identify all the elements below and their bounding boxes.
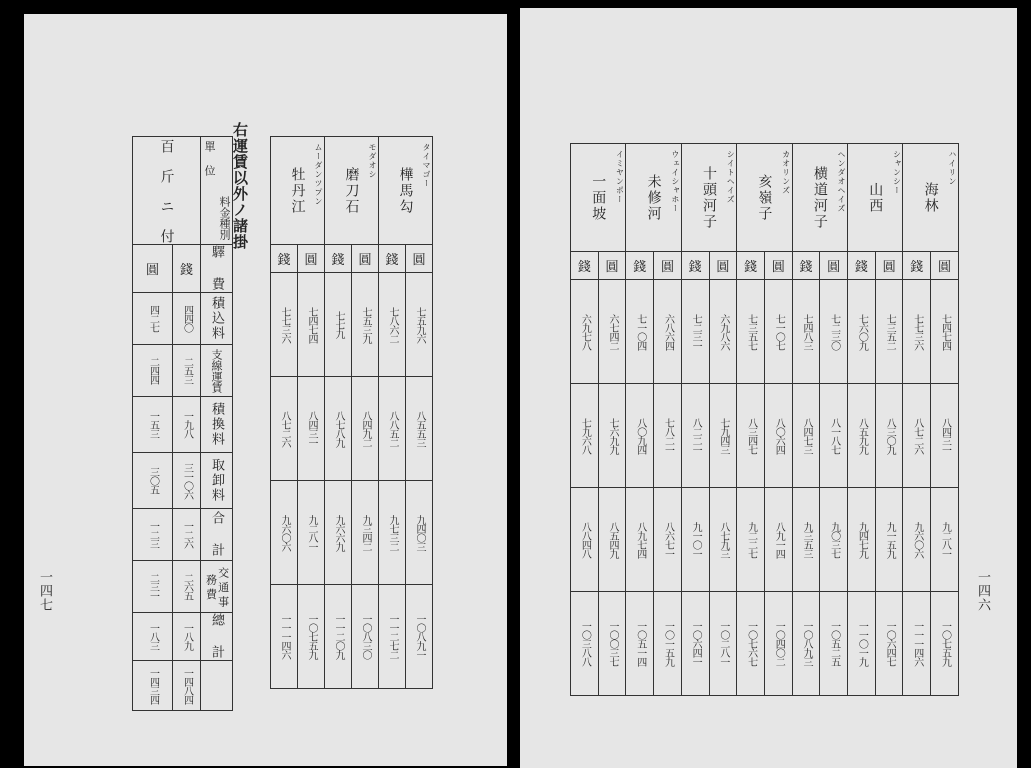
rate-cell — [792, 592, 820, 696]
station-name: 十頭河子 — [701, 165, 718, 230]
unit-header: 錢 — [385, 253, 399, 268]
rate-value: 七一〇四 — [634, 313, 646, 350]
rate-cell — [298, 377, 325, 481]
rate-value: 七五三九 — [360, 306, 371, 343]
rate-cell — [848, 592, 876, 696]
unit-header: 圓 — [882, 260, 896, 275]
fee-value: 一九八 — [181, 411, 193, 438]
rate-cell — [792, 384, 820, 488]
page-number: 一四七 — [37, 570, 52, 612]
rate-value: 七一〇七 — [773, 313, 785, 350]
fee-sen-2 — [173, 397, 201, 453]
rate-cell — [820, 592, 848, 696]
fee-blank — [201, 661, 233, 711]
rate-value: 一〇三八八 — [579, 621, 591, 666]
rate-cell — [903, 384, 931, 488]
rate-cell — [792, 280, 820, 384]
right-page — [520, 8, 1017, 768]
fee-value: 一二三 — [147, 521, 159, 548]
rate-value: 七七三六 — [279, 306, 290, 343]
left-page — [24, 14, 507, 766]
fee-value: 一五三 — [147, 411, 159, 438]
rate-value: 一一二七二 — [387, 614, 398, 659]
rate-cell — [598, 280, 626, 384]
fee-value: 二六五 — [181, 573, 193, 600]
rate-value: 八二二一 — [690, 417, 702, 454]
station-name: 一面坡 — [590, 173, 607, 222]
fee-label-0-cell — [201, 245, 233, 293]
rate-value: 八五四九 — [607, 521, 619, 558]
station-name-cell — [737, 144, 792, 252]
fee-yen-0 — [133, 293, 173, 345]
rate-cell — [931, 488, 959, 592]
rate-cell — [737, 592, 765, 696]
rate-cell — [820, 488, 848, 592]
rate-cell — [903, 488, 931, 592]
unit-header: 錢 — [910, 260, 924, 275]
rate-value: 七六〇九 — [856, 313, 868, 350]
rate-cell — [875, 592, 903, 696]
station-name: 樺馬勾 — [397, 166, 414, 215]
station-ruby: イミヤンポー — [615, 150, 625, 204]
rate-value: 一〇七五九 — [306, 614, 317, 659]
col-header-sen — [173, 245, 201, 293]
rate-value: 一〇八三〇 — [360, 614, 371, 659]
rate-value: 六七四二 — [607, 313, 619, 350]
unit-header: 錢 — [688, 260, 702, 275]
rate-value: 七六九九 — [607, 417, 619, 454]
rate-cell — [271, 377, 298, 481]
rate-cell — [681, 592, 709, 696]
fee-label: 合 計 — [209, 511, 224, 558]
page-number: 一四六 — [975, 570, 990, 612]
fee-value: 二三一 — [147, 573, 159, 600]
rate-value: 一〇八九一 — [414, 614, 425, 659]
rate-value: 七九六八 — [579, 417, 591, 454]
station-ruby: ハイリン — [947, 150, 957, 186]
rate-value: 一〇一五九 — [662, 621, 674, 666]
fee-value: 四二七 — [147, 305, 159, 332]
fee-sen-1 — [173, 345, 201, 397]
rate-cell — [875, 488, 903, 592]
rate-value: 七九四三 — [717, 417, 729, 454]
rate-cell — [903, 280, 931, 384]
rate-value: 一〇七五九 — [939, 621, 951, 666]
rate-cell — [626, 592, 654, 696]
unit-header-cell — [681, 252, 709, 280]
fee-value: 一二六 — [181, 521, 193, 548]
rate-cell — [352, 585, 379, 689]
rate-value: 九三五三 — [800, 521, 812, 558]
rate-value: 六八六四 — [662, 313, 674, 350]
fee-label-3-cell — [201, 397, 233, 453]
rate-value: 七七三六 — [911, 313, 923, 350]
rate-cell — [598, 384, 626, 488]
rate-value: 八九一四 — [773, 521, 785, 558]
rate-value: 七八二一 — [662, 417, 674, 454]
rate-value: 一〇四〇二 — [773, 621, 785, 666]
station-name: 磨刀石 — [343, 166, 360, 215]
rate-cell — [325, 481, 352, 585]
rate-cell — [709, 592, 737, 696]
unit-label-cell — [133, 137, 201, 245]
fee-yen-2 — [133, 397, 173, 453]
rate-cell — [406, 481, 433, 585]
rate-cell — [681, 280, 709, 384]
rate-cell — [271, 273, 298, 377]
fee-value: 二四四 — [147, 357, 159, 384]
rate-value: 一一二〇九 — [333, 614, 344, 659]
rate-cell — [737, 488, 765, 592]
rate-cell — [764, 488, 792, 592]
rate-value: 八四七三 — [800, 417, 812, 454]
station-table-left — [270, 136, 433, 689]
rate-value: 八七二六 — [279, 410, 290, 447]
fee-label: 支線運賃 — [210, 348, 223, 393]
fee-value: 三一〇六 — [181, 462, 193, 499]
unit-header-cell — [406, 245, 433, 273]
rate-cell — [681, 488, 709, 592]
unit-header-cell — [792, 252, 820, 280]
rate-cell — [379, 273, 406, 377]
station-ruby: シイトヘイズ — [726, 150, 736, 204]
rate-value: 六九七八 — [579, 313, 591, 350]
rate-value: 一一〇一九 — [856, 621, 868, 666]
station-name-cell — [848, 144, 903, 252]
rate-value: 九四七九 — [856, 521, 868, 558]
rate-value: 七四七四 — [939, 313, 951, 350]
rate-value: 八〇六四 — [773, 417, 785, 454]
unit-header: 錢 — [577, 260, 591, 275]
station-name: 未修河 — [645, 173, 662, 222]
unit-header-cell — [848, 252, 876, 280]
fee-sen-5 — [173, 561, 201, 613]
fee-sen-7 — [173, 661, 201, 711]
station-ruby: ムーダンツプン — [314, 143, 323, 206]
rate-cell — [820, 384, 848, 488]
rate-value: 八七八九 — [333, 410, 344, 447]
unit-header-cell — [626, 252, 654, 280]
rate-cell — [571, 280, 599, 384]
fee-yen-7 — [133, 661, 173, 711]
rate-cell — [271, 585, 298, 689]
unit-header: 圓 — [358, 253, 372, 268]
rate-cell — [931, 592, 959, 696]
unit-header-cell — [875, 252, 903, 280]
rate-cell — [406, 585, 433, 689]
fee-value: 四四〇 — [181, 305, 193, 332]
rate-cell — [903, 592, 931, 696]
rate-cell — [709, 280, 737, 384]
station-name: 牡丹江 — [289, 166, 306, 215]
rate-value: 九六〇六 — [279, 514, 290, 551]
rate-value: 九二二七 — [745, 521, 757, 558]
rate-value: 一一一四六 — [279, 614, 290, 659]
unit-header: 圓 — [937, 260, 951, 275]
fee-value: 三〇五 — [147, 467, 159, 494]
rate-value: 一〇二八一 — [717, 621, 729, 666]
rate-value: 一〇五一四 — [634, 621, 646, 666]
rate-value: 八一八七 — [828, 417, 840, 454]
rate-value: 一〇六四一 — [690, 621, 702, 666]
unit-header-cell — [903, 252, 931, 280]
rate-cell — [379, 481, 406, 585]
rate-value: 六九八六 — [717, 313, 729, 350]
fee-label-2-cell — [201, 345, 233, 397]
rate-value: 一一一四六 — [911, 621, 923, 666]
unit-header-cell — [764, 252, 792, 280]
rate-value: 八七二六 — [911, 417, 923, 454]
station-ruby: ウェイシャホー — [670, 150, 680, 213]
fee-table — [132, 136, 233, 711]
rate-cell — [325, 585, 352, 689]
rate-value: 八四九二 — [360, 410, 371, 447]
fee-label: 交 通 事 務 費 — [204, 566, 230, 607]
rate-cell — [820, 280, 848, 384]
unit-header-cell — [737, 252, 765, 280]
rate-value: 七三五七 — [745, 313, 757, 350]
rate-cell — [352, 273, 379, 377]
rate-value: 九四〇三 — [414, 514, 425, 551]
rate-value: 一〇六四七 — [884, 621, 896, 666]
fee-yen-1 — [133, 345, 173, 397]
rate-cell — [325, 273, 352, 377]
rate-cell — [626, 384, 654, 488]
fee-yen-5 — [133, 561, 173, 613]
station-ruby: シャンシー — [892, 150, 902, 195]
rate-cell — [379, 585, 406, 689]
rate-value: 九六〇六 — [911, 521, 923, 558]
rate-value: 七七九 — [333, 311, 344, 338]
fee-yen-4 — [133, 509, 173, 561]
station-name: 亥嶺子 — [756, 173, 773, 222]
station-name: 山西 — [867, 181, 884, 214]
unit-label: 百 斤 ニ 付 — [158, 138, 175, 243]
corner-right-label: 料金種別 — [218, 196, 231, 240]
rate-value: 七二三一 — [690, 313, 702, 350]
rate-value: 九七三二 — [387, 514, 398, 551]
rate-value: 一〇〇三七 — [607, 621, 619, 666]
rate-cell — [298, 481, 325, 585]
col-header-sen-text: 錢 — [179, 263, 193, 278]
fee-sen-6 — [173, 613, 201, 661]
rate-value: 七五九六 — [414, 306, 425, 343]
fee-value: 一四八四 — [181, 667, 193, 704]
fee-label: 積込料 — [209, 296, 224, 341]
rate-cell — [598, 592, 626, 696]
rate-value: 七四七四 — [306, 306, 317, 343]
rate-value: 八四三一 — [306, 410, 317, 447]
station-name: 横道河子 — [811, 165, 828, 230]
fee-sen-4 — [173, 509, 201, 561]
rate-value: 八〇九四 — [634, 417, 646, 454]
station-name-cell — [792, 144, 847, 252]
fee-value: 一四三四 — [147, 667, 159, 704]
rate-value: 八八五二 — [387, 410, 398, 447]
unit-header: 錢 — [277, 253, 291, 268]
fee-value: 一八三 — [147, 623, 159, 650]
station-name-cell — [626, 144, 681, 252]
rate-value: 八九七四 — [634, 521, 646, 558]
rate-cell — [737, 280, 765, 384]
unit-header-cell — [931, 252, 959, 280]
rate-cell — [654, 592, 682, 696]
unit-header: 圓 — [771, 260, 785, 275]
rate-value: 八五五三 — [414, 410, 425, 447]
unit-header: 圓 — [716, 260, 730, 275]
unit-header-cell — [298, 245, 325, 273]
unit-header-cell — [379, 245, 406, 273]
station-name-cell — [325, 137, 379, 245]
fee-sen-3 — [173, 453, 201, 509]
rate-value: 八三〇九 — [884, 417, 896, 454]
station-table-right — [570, 143, 959, 696]
rate-cell — [681, 384, 709, 488]
rate-value: 九三四二 — [360, 514, 371, 551]
rate-value: 一〇五二五 — [828, 621, 840, 666]
rate-cell — [764, 384, 792, 488]
rate-cell — [571, 592, 599, 696]
rate-cell — [571, 384, 599, 488]
fee-label: 取卸料 — [209, 458, 224, 503]
fee-label-7-cell — [201, 613, 233, 661]
rate-cell — [931, 280, 959, 384]
rate-value: 八六七一 — [662, 521, 674, 558]
rate-cell — [271, 481, 298, 585]
fee-label: 總 計 — [209, 613, 224, 660]
unit-header-cell — [271, 245, 298, 273]
fee-value: 二五三 — [181, 357, 193, 384]
station-name-cell — [271, 137, 325, 245]
unit-header: 錢 — [744, 260, 758, 275]
fee-label-5-cell — [201, 509, 233, 561]
unit-header-cell — [598, 252, 626, 280]
station-name: 海林 — [922, 181, 939, 214]
rate-value: 九二八一 — [306, 514, 317, 551]
rate-cell — [737, 384, 765, 488]
unit-header-cell — [352, 245, 379, 273]
rate-cell — [598, 488, 626, 592]
rate-value: 九〇三七 — [828, 521, 840, 558]
rate-value: 一〇七六七 — [745, 621, 757, 666]
rate-cell — [848, 488, 876, 592]
rate-value: 七八六二 — [387, 306, 398, 343]
fee-label: 驛 費 — [209, 245, 224, 292]
rate-value: 九一五九 — [884, 521, 896, 558]
fee-yen-3 — [133, 453, 173, 509]
rate-value: 八八四八 — [579, 521, 591, 558]
rate-cell — [654, 384, 682, 488]
rate-value: 八五九九 — [856, 417, 868, 454]
rate-cell — [848, 384, 876, 488]
station-ruby: モダオシ — [368, 143, 377, 179]
rate-cell — [626, 488, 654, 592]
rate-cell — [298, 273, 325, 377]
rate-value: 九六六九 — [333, 514, 344, 551]
rate-cell — [352, 377, 379, 481]
section-heading: 右運賃以外ノ諸掛 — [231, 122, 249, 250]
unit-header-cell — [654, 252, 682, 280]
unit-header: 圓 — [605, 260, 619, 275]
rate-cell — [571, 488, 599, 592]
rate-cell — [406, 377, 433, 481]
rate-cell — [764, 592, 792, 696]
rate-cell — [379, 377, 406, 481]
col-header-yen — [133, 245, 173, 293]
rate-cell — [875, 280, 903, 384]
rate-cell — [709, 488, 737, 592]
fee-label: 積換料 — [209, 402, 224, 447]
station-name-cell — [681, 144, 736, 252]
rate-value: 九一〇一 — [690, 521, 702, 558]
rate-cell — [654, 280, 682, 384]
rate-value: 七四八三 — [800, 313, 812, 350]
unit-header: 圓 — [660, 260, 674, 275]
rate-cell — [848, 280, 876, 384]
rate-cell — [764, 280, 792, 384]
fee-label-6-cell — [201, 561, 233, 613]
rate-cell — [406, 273, 433, 377]
unit-header-cell — [571, 252, 599, 280]
rate-value: 七三五二 — [884, 313, 896, 350]
corner-header-cell — [201, 137, 233, 245]
fee-sen-0 — [173, 293, 201, 345]
corner-top-label: 單 位 — [203, 141, 216, 176]
unit-header: 圓 — [827, 260, 841, 275]
unit-header: 錢 — [331, 253, 345, 268]
unit-header: 圓 — [412, 253, 426, 268]
unit-header-cell — [709, 252, 737, 280]
station-ruby: タイマゴー — [422, 143, 431, 188]
station-ruby: カオリンズ — [781, 150, 791, 195]
rate-cell — [792, 488, 820, 592]
fee-value: 一八九 — [181, 623, 193, 650]
unit-header-cell — [325, 245, 352, 273]
station-ruby: ヘンダオヘイズ — [837, 150, 847, 213]
rate-cell — [654, 488, 682, 592]
unit-header-cell — [820, 252, 848, 280]
rate-cell — [325, 377, 352, 481]
rate-value: 七二三〇 — [828, 313, 840, 350]
fee-label-1-cell — [201, 293, 233, 345]
unit-header: 錢 — [633, 260, 647, 275]
rate-value: 八四三一 — [939, 417, 951, 454]
fee-yen-6 — [133, 613, 173, 661]
rate-value: 一〇八九三 — [800, 621, 812, 666]
rate-cell — [875, 384, 903, 488]
rate-cell — [352, 481, 379, 585]
rate-value: 八七九三 — [717, 521, 729, 558]
unit-header: 圓 — [304, 253, 318, 268]
rate-cell — [298, 585, 325, 689]
station-name-cell — [379, 137, 433, 245]
rate-cell — [626, 280, 654, 384]
station-name-cell — [571, 144, 626, 252]
rate-cell — [709, 384, 737, 488]
col-header-yen-text: 圓 — [145, 263, 159, 278]
unit-header: 錢 — [854, 260, 868, 275]
station-name-cell — [903, 144, 958, 252]
unit-header: 錢 — [799, 260, 813, 275]
rate-value: 八三四七 — [745, 417, 757, 454]
rate-value: 九二八一 — [939, 521, 951, 558]
rate-cell — [931, 384, 959, 488]
fee-label-4-cell — [201, 453, 233, 509]
